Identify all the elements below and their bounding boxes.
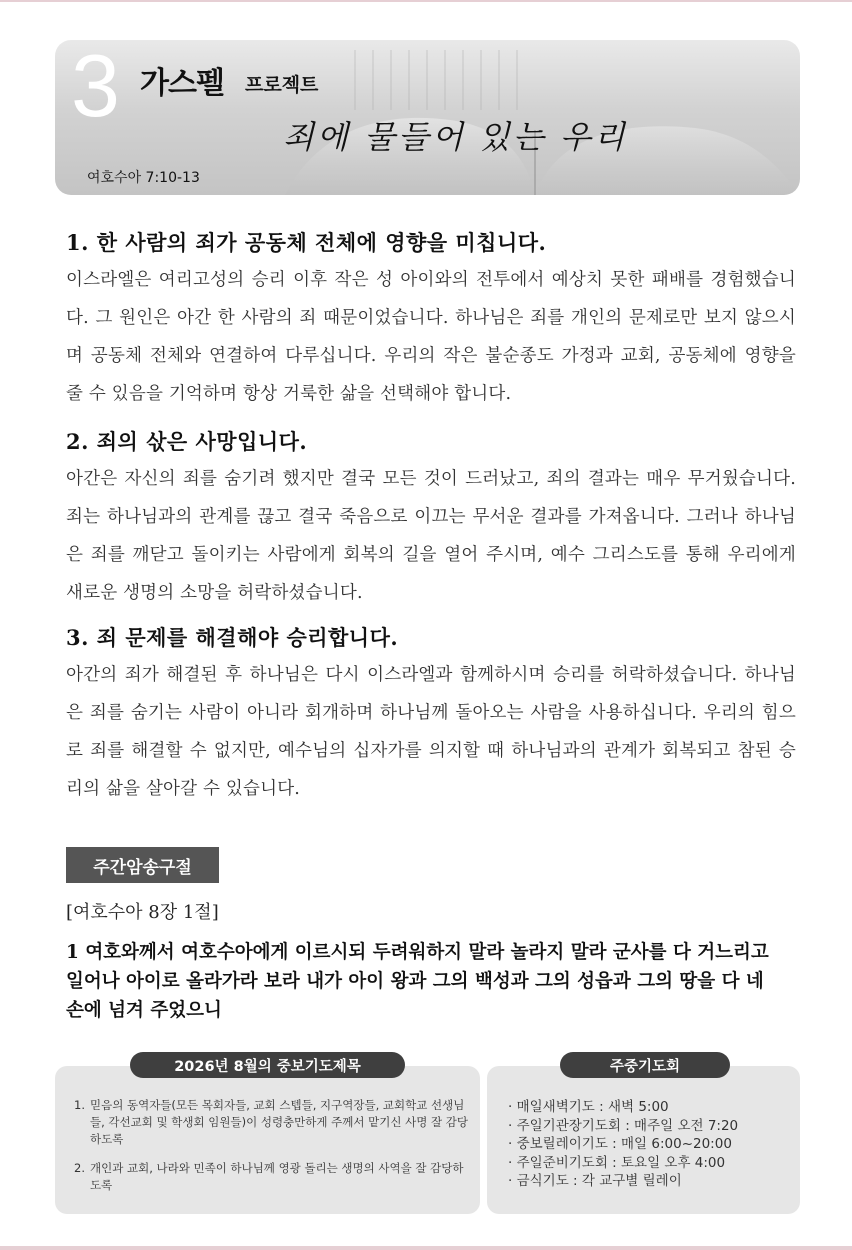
prayer-meetings-title: 주중기도회 [560, 1052, 730, 1078]
memory-verse-label: 주간암송구절 [66, 847, 219, 883]
item-number: 1. [74, 1098, 85, 1112]
section-1 [66, 228, 796, 413]
list-item: · 매일새벽기도 : 새벽 5:00 [508, 1099, 669, 1115]
list-item: · 금식기도 : 각 교구별 릴레이 [508, 1173, 682, 1189]
item-text: 개인과 교회, 나라와 민족이 하나님께 영광 돌리는 생명의 사역을 잘 감당하도록 [90, 1161, 464, 1192]
section-body: 이스라엘은 여리고성의 승리 이후 작은 성 아이와의 전투에서 예상치 못한 패배를 경험했습니다. 그 원인은 아간 한 사람의 죄 때문이었습니다. 하나님은 죄를 개인의 문제로만 보지 않으시며 공동체 전체와 연결하여 다루십니다. 우리의 작은 불순종도 가정과 교회, 공동체에 영향을 줄 수 있음을 기억하며 항상 거룩한 삶을 선택해야 합니다. [66, 270, 796, 404]
project-subtitle: 프로젝트 [245, 74, 319, 96]
list-item: · 주일준비기도회 : 토요일 오후 4:00 [508, 1154, 726, 1171]
prayer-topics-list [74, 1097, 469, 1206]
sermon-title: 죄에 물들어 있는 우리 [283, 118, 628, 156]
list-item: · 주일기관장기도회 : 매주일 오전 7:20 [508, 1117, 739, 1134]
item-text: 믿음의 동역자들(모든 목회자들, 교회 스텝들, 지구역장들, 교회학교 선생님들, 각선교회 및 학생회 임원들)이 성령충만하게 주께서 맡기신 사명 잘 감당하도록 [90, 1098, 468, 1146]
header-banner [55, 40, 800, 195]
list-item [74, 1160, 469, 1194]
section-3 [66, 623, 796, 808]
section-heading: 3. 죄 문제를 해결해야 승리합니다. [66, 625, 399, 650]
list-item: · 중보릴레이기도 : 매일 6:00~20:00 [508, 1136, 732, 1152]
section-2 [66, 427, 796, 612]
section-heading: 1. 한 사람의 죄가 공동체 전체에 영향을 미칩니다. [66, 230, 547, 255]
section-body: 아간의 죄가 해결된 후 하나님은 다시 이스라엘과 함께하시며 승리를 허락하셨습니다. 하나님은 죄를 숨기는 사람이 아니라 회개하며 하나님께 돌아오는 사람을 사용하십니다. 우리의 힘으로 죄를 해결할 수 없지만, 예수님의 십자가를 의지할 때 하나님과의 관계가 회복되고 참된 승리의 삶을 살아갈 수 있습니다. [66, 665, 796, 799]
prayer-topics-title: 2026년 8월의 중보기도제목 [130, 1052, 405, 1078]
lesson-number: 3 [71, 40, 120, 135]
memory-verse-text: 1 여호와께서 여호수아에게 이르시되 두려워하지 말라 놀라지 말라 군사를 다 거느리고 일어나 아이로 올라가라 보라 내가 아이 왕과 그의 백성과 그의 성읍과 그의 땅을 다 네 손에 넘겨 주었으니 [66, 942, 769, 1021]
memory-verse-reference: [여호수아 8장 1절] [66, 902, 219, 923]
scripture-reference: 여호수아 7:10-13 [87, 170, 200, 186]
prayer-meetings-list [508, 1098, 798, 1191]
section-heading: 2. 죄의 삯은 사망입니다. [66, 429, 308, 454]
bottom-border [0, 1246, 852, 1250]
top-border [0, 0, 852, 2]
list-item [74, 1097, 469, 1148]
project-title: 가스펠 [140, 66, 224, 101]
item-number: 2. [74, 1161, 85, 1175]
section-body: 아간은 자신의 죄를 숨기려 했지만 결국 모든 것이 드러났고, 죄의 결과는 매우 무거웠습니다. 죄는 하나님과의 관계를 끊고 결국 죽음으로 이끄는 무서운 결과를 가져옵니다. 그러나 하나님은 죄를 깨닫고 돌이키는 사람에게 회복의 길을 열어 주시며, 예수 그리스도를 통해 우리에게 새로운 생명의 소망을 허락하셨습니다. [66, 469, 796, 603]
